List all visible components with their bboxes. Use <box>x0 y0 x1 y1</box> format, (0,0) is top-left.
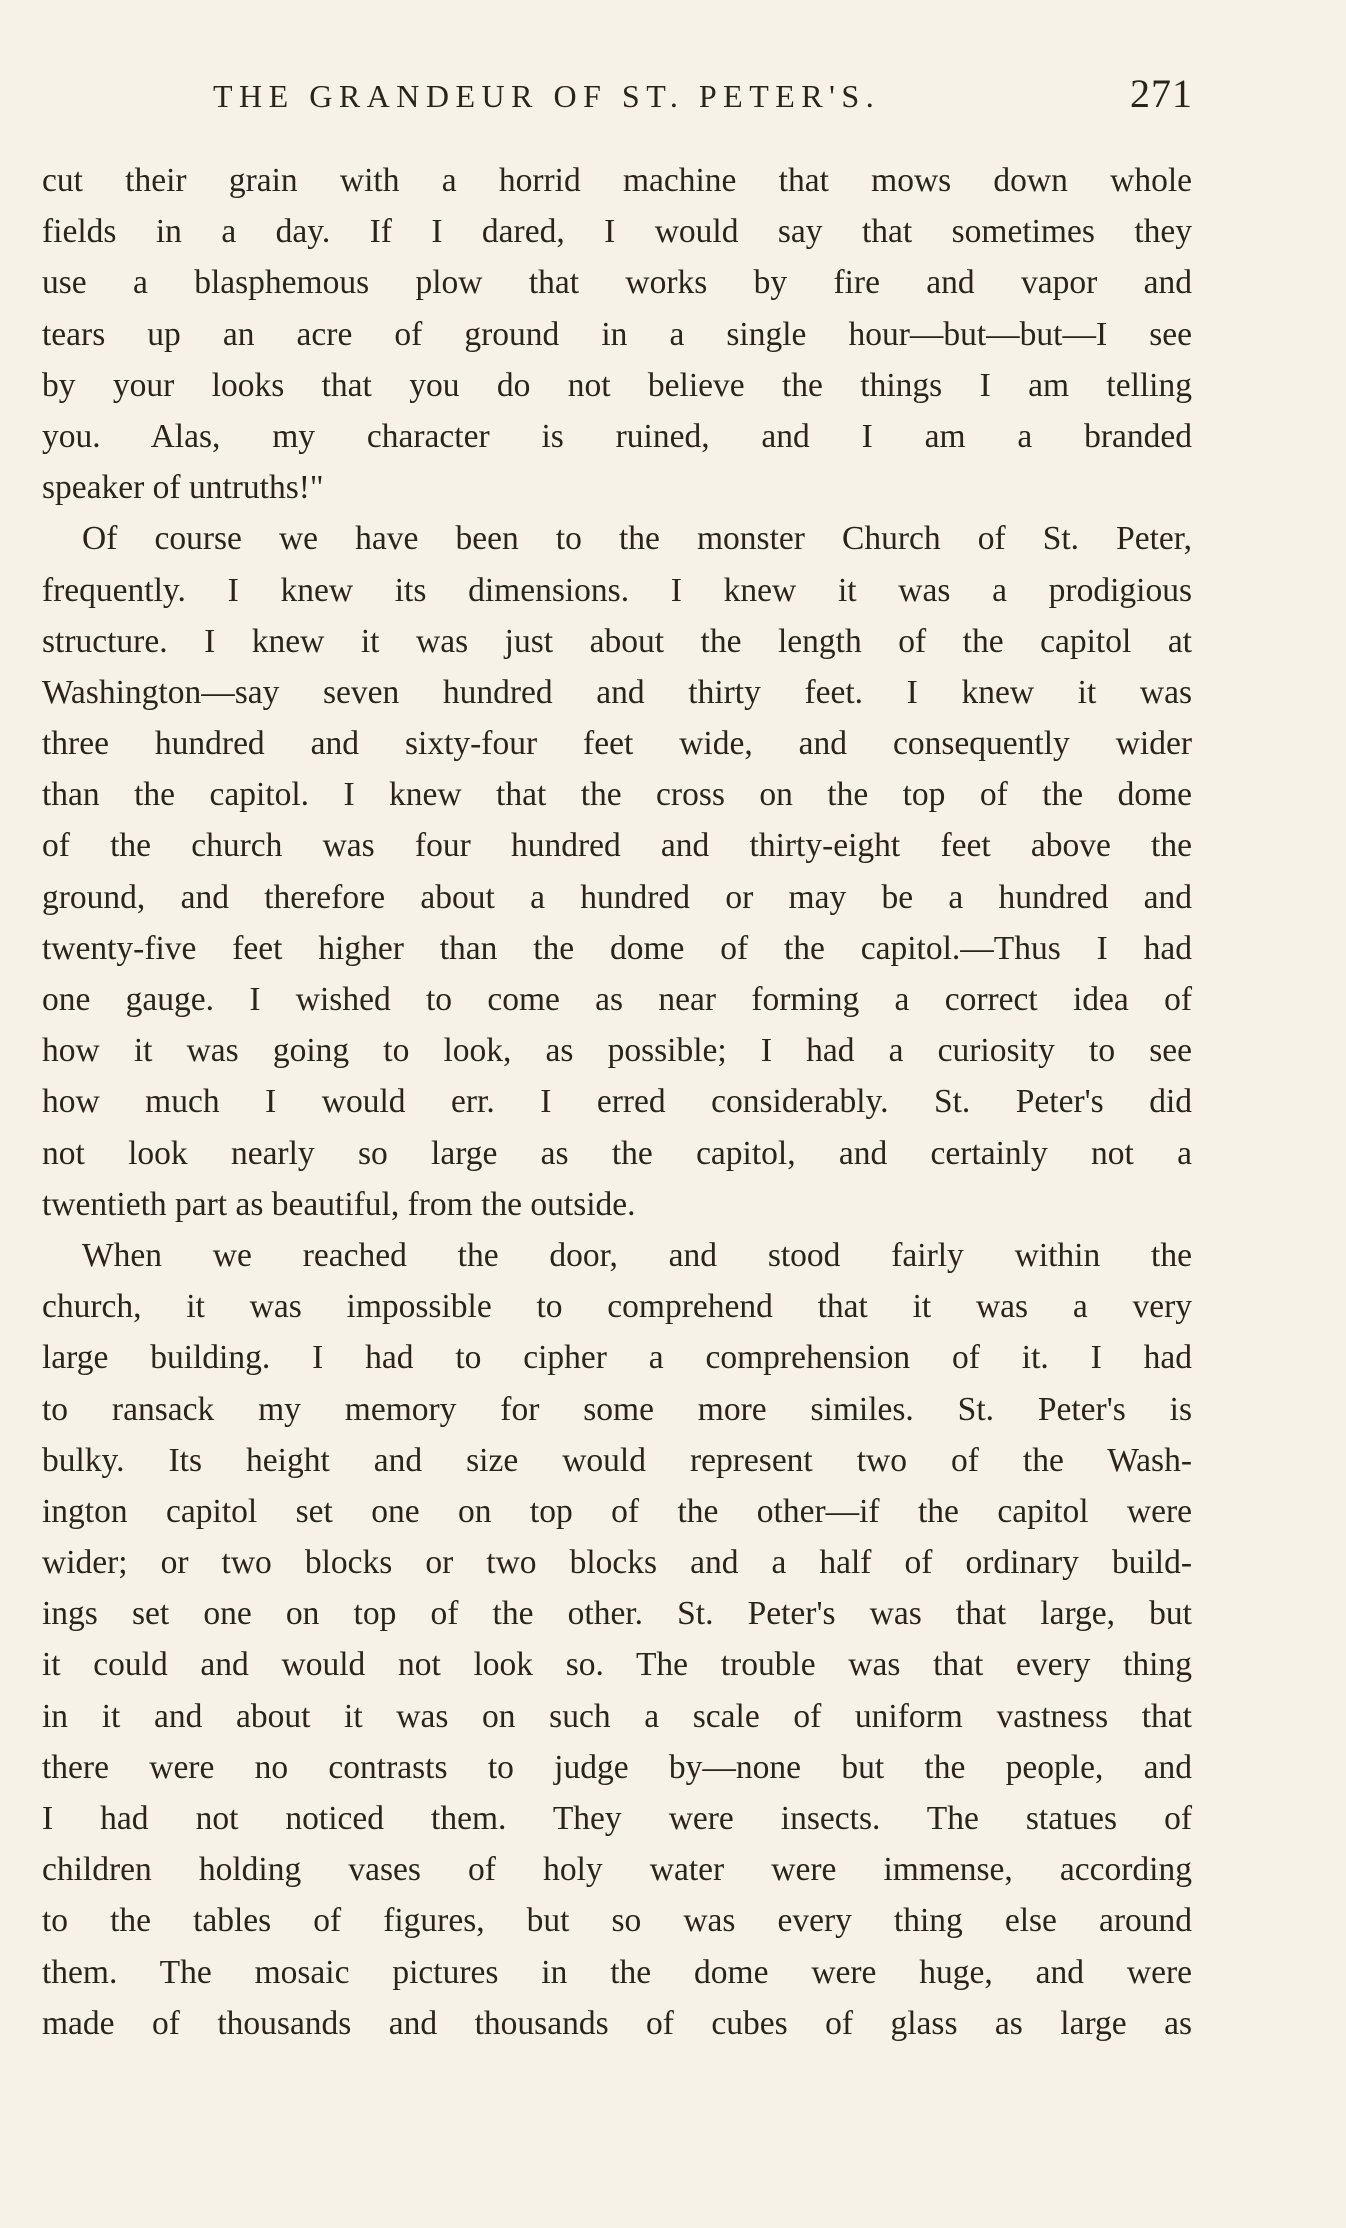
text-line: twentieth part as beautiful, from the outside. <box>42 1185 636 1223</box>
text-line: it could and would not look so. The trouble was that every thing <box>42 1646 1192 1684</box>
text-line: tears up an acre of ground in a single hour—but—but—I see <box>42 315 1192 353</box>
text-line: how much I would err. I erred considerably. St. Peter's did <box>42 1083 1192 1121</box>
text-line: than the capitol. I knew that the cross on the top of the dome <box>42 776 1192 814</box>
running-title: THE GRANDEUR OF ST. PETER'S. <box>213 78 881 114</box>
text-line: made of thousands and thousands of cubes of glass as large as <box>42 2004 1192 2042</box>
text-line: one gauge. I wished to come as near forming a correct idea of <box>42 981 1192 1018</box>
text-line: not look nearly so large as the capitol, and certainly not a <box>42 1134 1192 1172</box>
text-line: how it was going to look, as possible; I had a curiosity to see <box>42 1032 1192 1070</box>
text-line: speaker of untruths!" <box>42 469 324 507</box>
text-line: ings set one on top of the other. St. Peter's was that large, but <box>42 1595 1192 1633</box>
text-line: fields in a day. If I dared, I would say that sometimes they <box>42 213 1192 251</box>
text-line: them. The mosaic pictures in the dome were huge, and were <box>42 1953 1192 1991</box>
text-line: three hundred and sixty-four feet wide, and consequently wider <box>42 725 1192 763</box>
text-line: to ransack my memory for some more similes. St. Peter's is <box>42 1390 1192 1428</box>
text-line: frequently. I knew its dimensions. I knew it was a prodigious <box>42 571 1192 609</box>
text-line: you. Alas, my character is ruined, and I am a branded <box>42 417 1192 455</box>
text-line: by your looks that you do not believe the things I am telling <box>42 366 1192 404</box>
text-line: structure. I knew it was just about the length of the capitol at <box>42 622 1192 660</box>
text-line: wider; or two blocks or two blocks and a half of ordinary build- <box>42 1544 1192 1582</box>
text-line: ground, and therefore about a hundred or may be a hundred and <box>42 878 1192 916</box>
text-line: ington capitol set one on top of the other—if the capitol were <box>42 1492 1192 1530</box>
text-line: use a blasphemous plow that works by fire and vapor and <box>42 264 1192 302</box>
text-line: children holding vases of holy water were immense, according <box>42 1851 1192 1889</box>
text-line: church, it was impossible to comprehend that it was a very <box>42 1288 1192 1326</box>
text-line: I had not noticed them. They were insects. The statues of <box>42 1800 1192 1837</box>
text-line: bulky. Its height and size would represent two of the Wash- <box>42 1441 1192 1479</box>
text-line: to the tables of figures, but so was every thing else around <box>42 1902 1192 1940</box>
text-line: twenty-five feet higher than the dome of the capitol.—Thus I had <box>42 929 1192 967</box>
text-line: there were no contrasts to judge by—none but the people, and <box>42 1748 1192 1786</box>
text-line: in it and about it was on such a scale of uniform vastness that <box>42 1697 1192 1735</box>
text-line: cut their grain with a horrid machine that mows down whole <box>42 162 1192 199</box>
paragraph-first-line: When we reached the door, and stood fairly within the <box>82 1236 1192 1274</box>
running-head <box>213 71 1193 128</box>
paragraph-first-line: Of course we have been to the monster Church of St. Peter, <box>82 520 1192 558</box>
text-line: of the church was four hundred and thirty-eight feet above the <box>42 827 1192 865</box>
page-number: 271 <box>1130 71 1193 116</box>
text-line: large building. I had to cipher a comprehension of it. I had <box>42 1339 1192 1377</box>
body-text <box>42 155 1192 2049</box>
text-line: Washington—say seven hundred and thirty feet. I knew it was <box>42 673 1192 711</box>
